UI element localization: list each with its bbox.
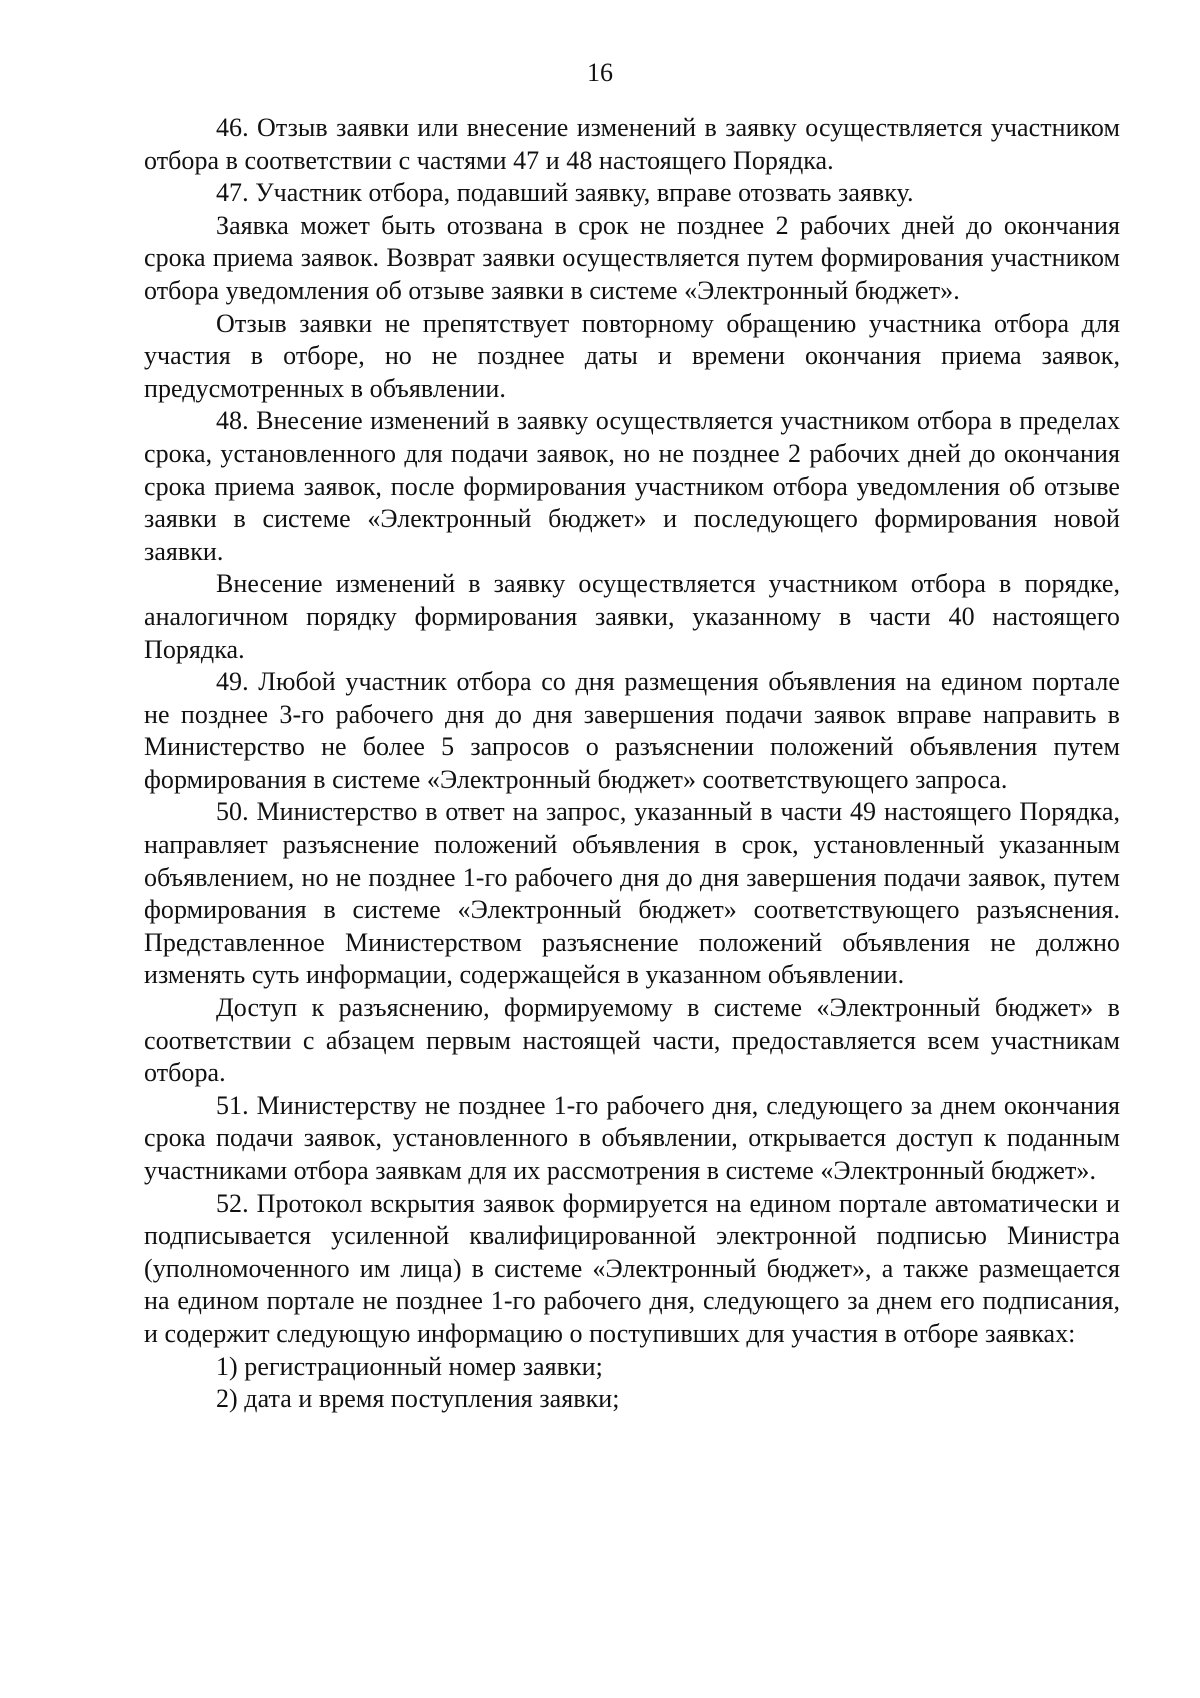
paragraph-48: 48. Внесение изменений в заявку осуществляется участником отбора в пределах срока, установленного для подачи заявок, но не позднее 2 рабочих дней до окончания срока приема заявок, после формирования участником отбора уведомления об отзыве заявки в системе «Электронный бюджет» и последующего формирования новой заявки.	[144, 406, 1120, 566]
paragraph-46: 46. Отзыв заявки или внесение изменений в заявку осуществляется участником отбора в соответствии с частями 47 и 48 настоящего Порядка.	[144, 113, 1120, 175]
list-item-2: 2) дата и время поступления заявки;	[216, 1384, 620, 1414]
paragraph-49: 49. Любой участник отбора со дня размещения объявления на едином портале не позднее 3-го рабочего дня до дня завершения подачи заявок вправе направить в Министерство не более 5 запросов о разъяснении положений объявления путем формирования в системе «Электронный бюджет» соответствующего запроса.	[144, 667, 1120, 794]
paragraph-47: 47. Участник отбора, подавший заявку, вправе отозвать заявку.	[216, 178, 914, 208]
paragraph-47-withdrawal-term: Заявка может быть отозвана в срок не позднее 2 рабочих дней до окончания срока приема заявок. Возврат заявки осуществляется путем формирования участником отбора уведомления об отзыве заявки в системе «Электронный бюджет».	[144, 210, 1120, 305]
list-item-1: 1) регистрационный номер заявки;	[216, 1351, 603, 1381]
paragraph-50: 50. Министерство в ответ на запрос, указанный в части 49 настоящего Порядка, направляет разъяснение положений объявления в срок, установленный указанным объявлением, но не позднее 1-го рабочего дня до дня завершения подачи заявок, путем формирования в системе «Электронный бюджет» соответствующего разъяснения. Представленное Министерством разъяснение положений объявления не должно изменять суть информации, содержащейся в указанном объявлении.	[144, 797, 1120, 990]
paragraph-50-access: Доступ к разъяснению, формируемому в системе «Электронный бюджет» в соответствии с абзацем первым настоящей части, предоставляется всем участникам отбора.	[144, 993, 1120, 1088]
paragraph-48-procedure: Внесение изменений в заявку осуществляется участником отбора в порядке, аналогичном порядку формирования заявки, указанному в части 40 настоящего Порядка.	[144, 569, 1120, 664]
paragraph-51: 51. Министерству не позднее 1-го рабочего дня, следующего за днем окончания срока подачи заявок, установленного в объявлении, открывается доступ к поданным участниками отбора заявкам для их рассмотрения в системе «Электронный бюджет».	[144, 1090, 1120, 1185]
document-body	[144, 112, 1120, 1416]
paragraph-47-repeat-application: Отзыв заявки не препятствует повторному обращению участника отбора для участия в отборе, но не позднее даты и времени окончания приема заявок, предусмотренных в объявлении.	[144, 308, 1120, 403]
paragraph-52: 52. Протокол вскрытия заявок формируется на едином портале автоматически и подписывается усиленной квалифицированной электронной подписью Министра (уполномоченного им лица) в системе «Электронный бюджет», а также размещается на едином портале не позднее 1-го рабочего дня, следующего за днем его подписания, и содержит следующую информацию о поступивших для участия в отборе заявках:	[144, 1188, 1120, 1348]
page-number: 16	[587, 58, 613, 87]
